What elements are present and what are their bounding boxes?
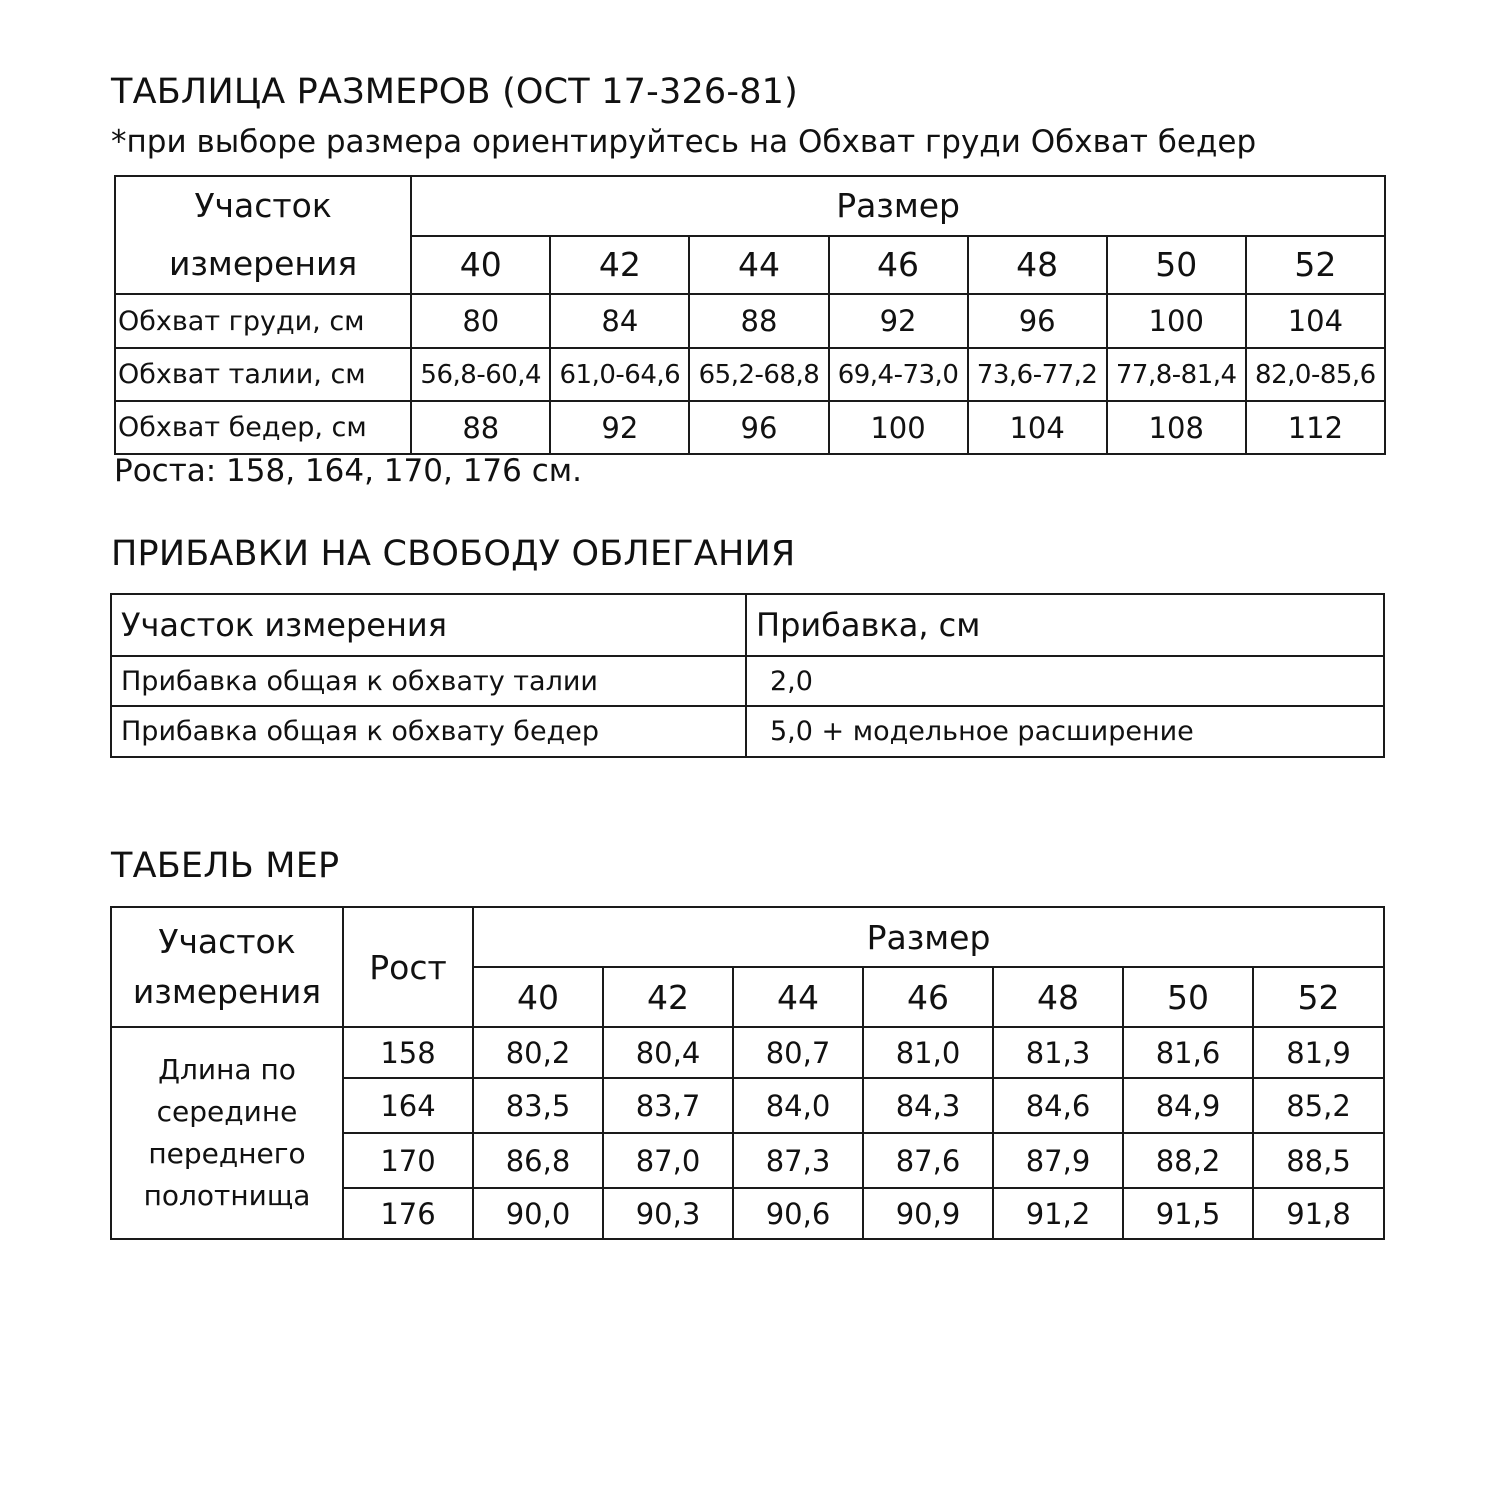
table-row (111, 656, 1384, 706)
value-cell: 80,4 (603, 1027, 733, 1078)
value-cell: 83,5 (473, 1078, 603, 1133)
value-cell: 91,2 (993, 1188, 1123, 1239)
row-label: Обхват груди, см (115, 294, 411, 348)
row-label: Прибавка общая к обхвату бедер (111, 706, 746, 757)
value-cell: 92 (829, 294, 968, 348)
value-cell: 87,9 (993, 1133, 1123, 1188)
height-cell: 164 (343, 1078, 473, 1133)
height-cell: 170 (343, 1133, 473, 1188)
value-cell: 90,3 (603, 1188, 733, 1239)
value-cell: 84 (550, 294, 689, 348)
measure-area-header-line2: измерения (132, 972, 322, 1011)
value-cell: 96 (689, 401, 828, 454)
size-cell: 40 (411, 236, 550, 295)
measure-area-header-line2: измерения (168, 244, 358, 283)
value-cell: 61,0-64,6 (550, 348, 689, 401)
measure-label-line: переднего (148, 1137, 306, 1170)
measure-table (110, 906, 1385, 1240)
value-cell: 69,4-73,0 (829, 348, 968, 401)
value-cell: 104 (1246, 294, 1385, 348)
value-cell: 56,8-60,4 (411, 348, 550, 401)
value-cell: 85,2 (1253, 1078, 1384, 1133)
size-table-title: ТАБЛИЦА РАЗМЕРОВ (ОСТ 17-326-81) (111, 72, 799, 112)
value-cell: 5,0 + модельное расширение (746, 706, 1384, 757)
size-selection-note: *при выборе размера ориентируйтесь на Обхват груди Обхват бедер (111, 124, 1257, 160)
size-cell: 48 (968, 236, 1107, 295)
value-cell: 91,8 (1253, 1188, 1384, 1239)
size-cell: 52 (1253, 967, 1384, 1027)
measure-label-line: середине (156, 1095, 298, 1128)
size-header: Размер (473, 907, 1384, 967)
allowance-col1-header: Участок измерения (111, 594, 746, 656)
value-cell: 87,0 (603, 1133, 733, 1188)
value-cell: 83,7 (603, 1078, 733, 1133)
table-row (115, 294, 1385, 348)
value-cell: 112 (1246, 401, 1385, 454)
allowance-table-title: ПРИБАВКИ НА СВОБОДУ ОБЛЕГАНИЯ (111, 534, 796, 574)
value-cell: 88,2 (1123, 1133, 1253, 1188)
value-cell: 84,0 (733, 1078, 863, 1133)
value-cell: 88 (411, 401, 550, 454)
value-cell: 100 (1107, 294, 1246, 348)
value-cell: 2,0 (746, 656, 1384, 706)
value-cell: 84,6 (993, 1078, 1123, 1133)
row-label: Обхват талии, см (115, 348, 411, 401)
size-cell: 46 (829, 236, 968, 295)
measure-area-header-line1: Участок (158, 922, 296, 961)
table-row (111, 1027, 1384, 1078)
height-header: Рост (343, 907, 473, 1027)
value-cell: 88 (689, 294, 828, 348)
value-cell: 82,0-85,6 (1246, 348, 1385, 401)
height-cell: 176 (343, 1188, 473, 1239)
value-cell: 77,8-81,4 (1107, 348, 1246, 401)
allowance-col2-header: Прибавка, см (746, 594, 1384, 656)
size-cell: 44 (689, 236, 828, 295)
measure-label-line: полотнища (143, 1179, 311, 1212)
value-cell: 104 (968, 401, 1107, 454)
heights-note: Роста: 158, 164, 170, 176 см. (114, 453, 582, 489)
size-cell: 42 (550, 236, 689, 295)
size-cell: 40 (473, 967, 603, 1027)
value-cell: 100 (829, 401, 968, 454)
value-cell: 80,7 (733, 1027, 863, 1078)
size-cell: 42 (603, 967, 733, 1027)
allowance-table (110, 593, 1385, 758)
height-cell: 158 (343, 1027, 473, 1078)
measure-area-header-line1: Участок (194, 186, 332, 225)
value-cell: 81,9 (1253, 1027, 1384, 1078)
value-cell: 108 (1107, 401, 1246, 454)
value-cell: 88,5 (1253, 1133, 1384, 1188)
size-cell: 44 (733, 967, 863, 1027)
value-cell: 91,5 (1123, 1188, 1253, 1239)
value-cell: 90,0 (473, 1188, 603, 1239)
measure-area-header (111, 907, 343, 1027)
value-cell: 65,2-68,8 (689, 348, 828, 401)
size-cell: 46 (863, 967, 993, 1027)
value-cell: 84,3 (863, 1078, 993, 1133)
value-cell: 81,0 (863, 1027, 993, 1078)
value-cell: 87,6 (863, 1133, 993, 1188)
row-label: Обхват бедер, см (115, 401, 411, 454)
value-cell: 84,9 (1123, 1078, 1253, 1133)
value-cell: 87,3 (733, 1133, 863, 1188)
value-cell: 96 (968, 294, 1107, 348)
measure-label (111, 1027, 343, 1239)
value-cell: 92 (550, 401, 689, 454)
size-cell: 50 (1107, 236, 1246, 295)
value-cell: 80 (411, 294, 550, 348)
size-cell: 50 (1123, 967, 1253, 1027)
value-cell: 81,6 (1123, 1027, 1253, 1078)
size-table (114, 175, 1386, 455)
measure-table-title: ТАБЕЛЬ МЕР (111, 846, 340, 886)
value-cell: 80,2 (473, 1027, 603, 1078)
value-cell: 73,6-77,2 (968, 348, 1107, 401)
value-cell: 81,3 (993, 1027, 1123, 1078)
value-cell: 90,9 (863, 1188, 993, 1239)
value-cell: 86,8 (473, 1133, 603, 1188)
measure-label-line: Длина по (158, 1053, 296, 1086)
measure-area-header (115, 176, 411, 294)
table-row (111, 706, 1384, 757)
size-header: Размер (411, 176, 1385, 236)
size-cell: 52 (1246, 236, 1385, 295)
table-row (115, 348, 1385, 401)
value-cell: 90,6 (733, 1188, 863, 1239)
size-cell: 48 (993, 967, 1123, 1027)
row-label: Прибавка общая к обхвату талии (111, 656, 746, 706)
table-row (115, 401, 1385, 454)
